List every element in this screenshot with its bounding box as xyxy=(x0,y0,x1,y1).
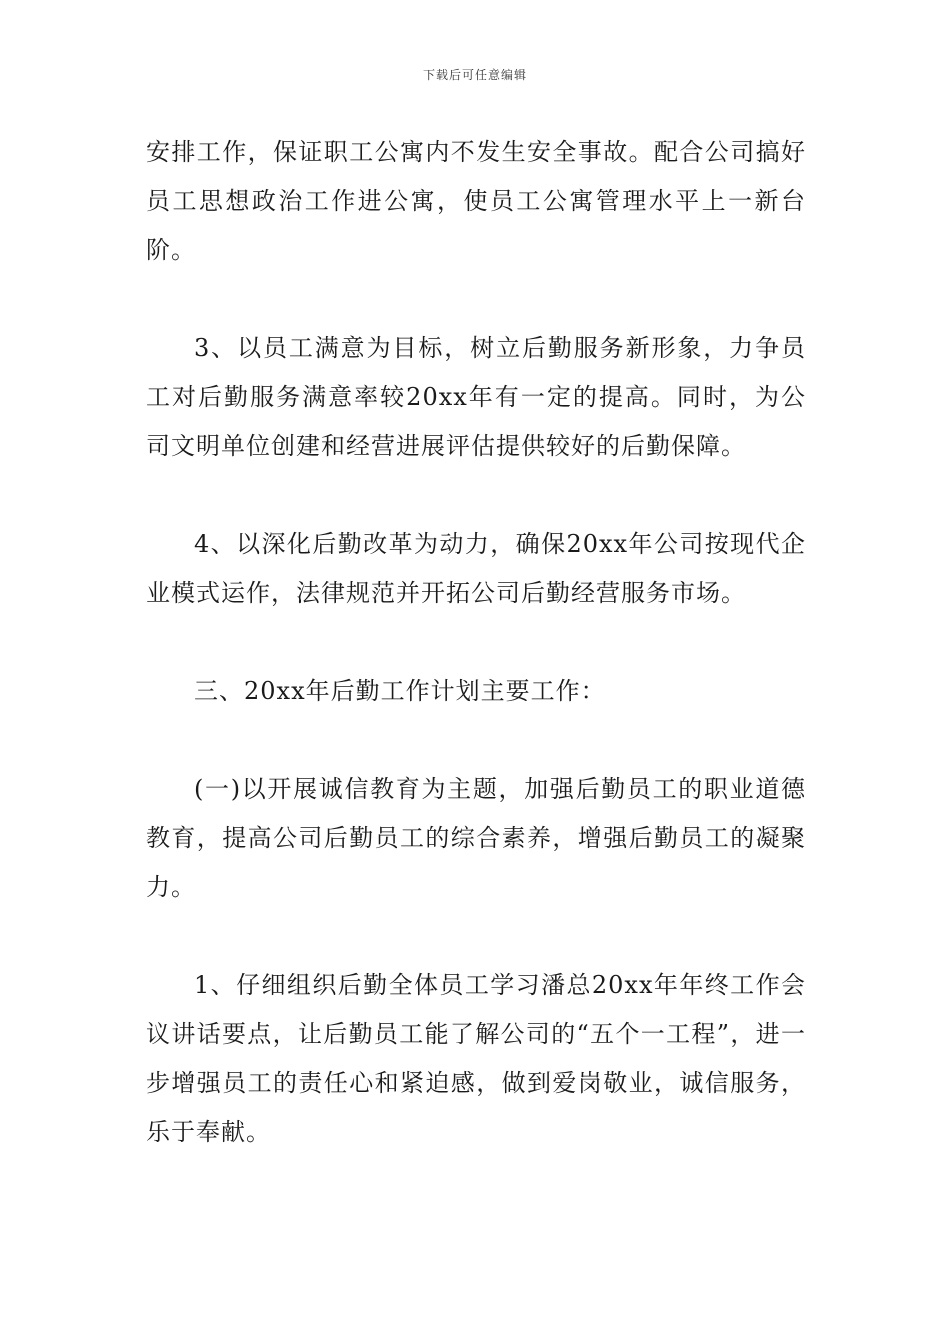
paragraph-4: 三、20xx年后勤工作计划主要工作： xyxy=(194,677,606,705)
paragraph-2: 3、以员工满意为目标，树立后勤服务新形象，力争员工对后勤服务满意率较20xx年有一定的提高。同时，为公司文明单位创建和经营进展评估提供较好的后勤保障。 xyxy=(146,334,806,460)
page-header-note: 下载后可任意编辑 xyxy=(422,68,527,82)
paragraph-5: (一)以开展诚信教育为主题，加强后勤员工的职业道德教育，提高公司后勤员工的综合素养，增强后勤员工的凝聚力。 xyxy=(146,775,806,901)
paragraph-3: 4、以深化后勤改革为动力，确保20xx年公司按现代企业模式运作，法律规范并开拓公司后勤经营服务市场。 xyxy=(146,530,806,607)
paragraph-spacer xyxy=(146,471,806,520)
paragraph-spacer xyxy=(146,275,806,324)
paragraph-spacer xyxy=(146,716,806,765)
document-body xyxy=(146,128,806,1157)
paragraph-6: 1、仔细组织后勤全体员工学习潘总20xx年年终工作会议讲话要点，让后勤员工能了解公司的“五个一工程”，进一步增强员工的责任心和紧迫感，做到爱岗敬业，诚信服务，乐于奉献。 xyxy=(146,971,806,1146)
paragraph-spacer xyxy=(146,618,806,667)
paragraph-1: 安排工作，保证职工公寓内不发生安全事故。配合公司搞好员工思想政治工作进公寓，使员工公寓管理水平上一新台阶。 xyxy=(146,138,806,264)
paragraph-spacer xyxy=(146,912,806,961)
